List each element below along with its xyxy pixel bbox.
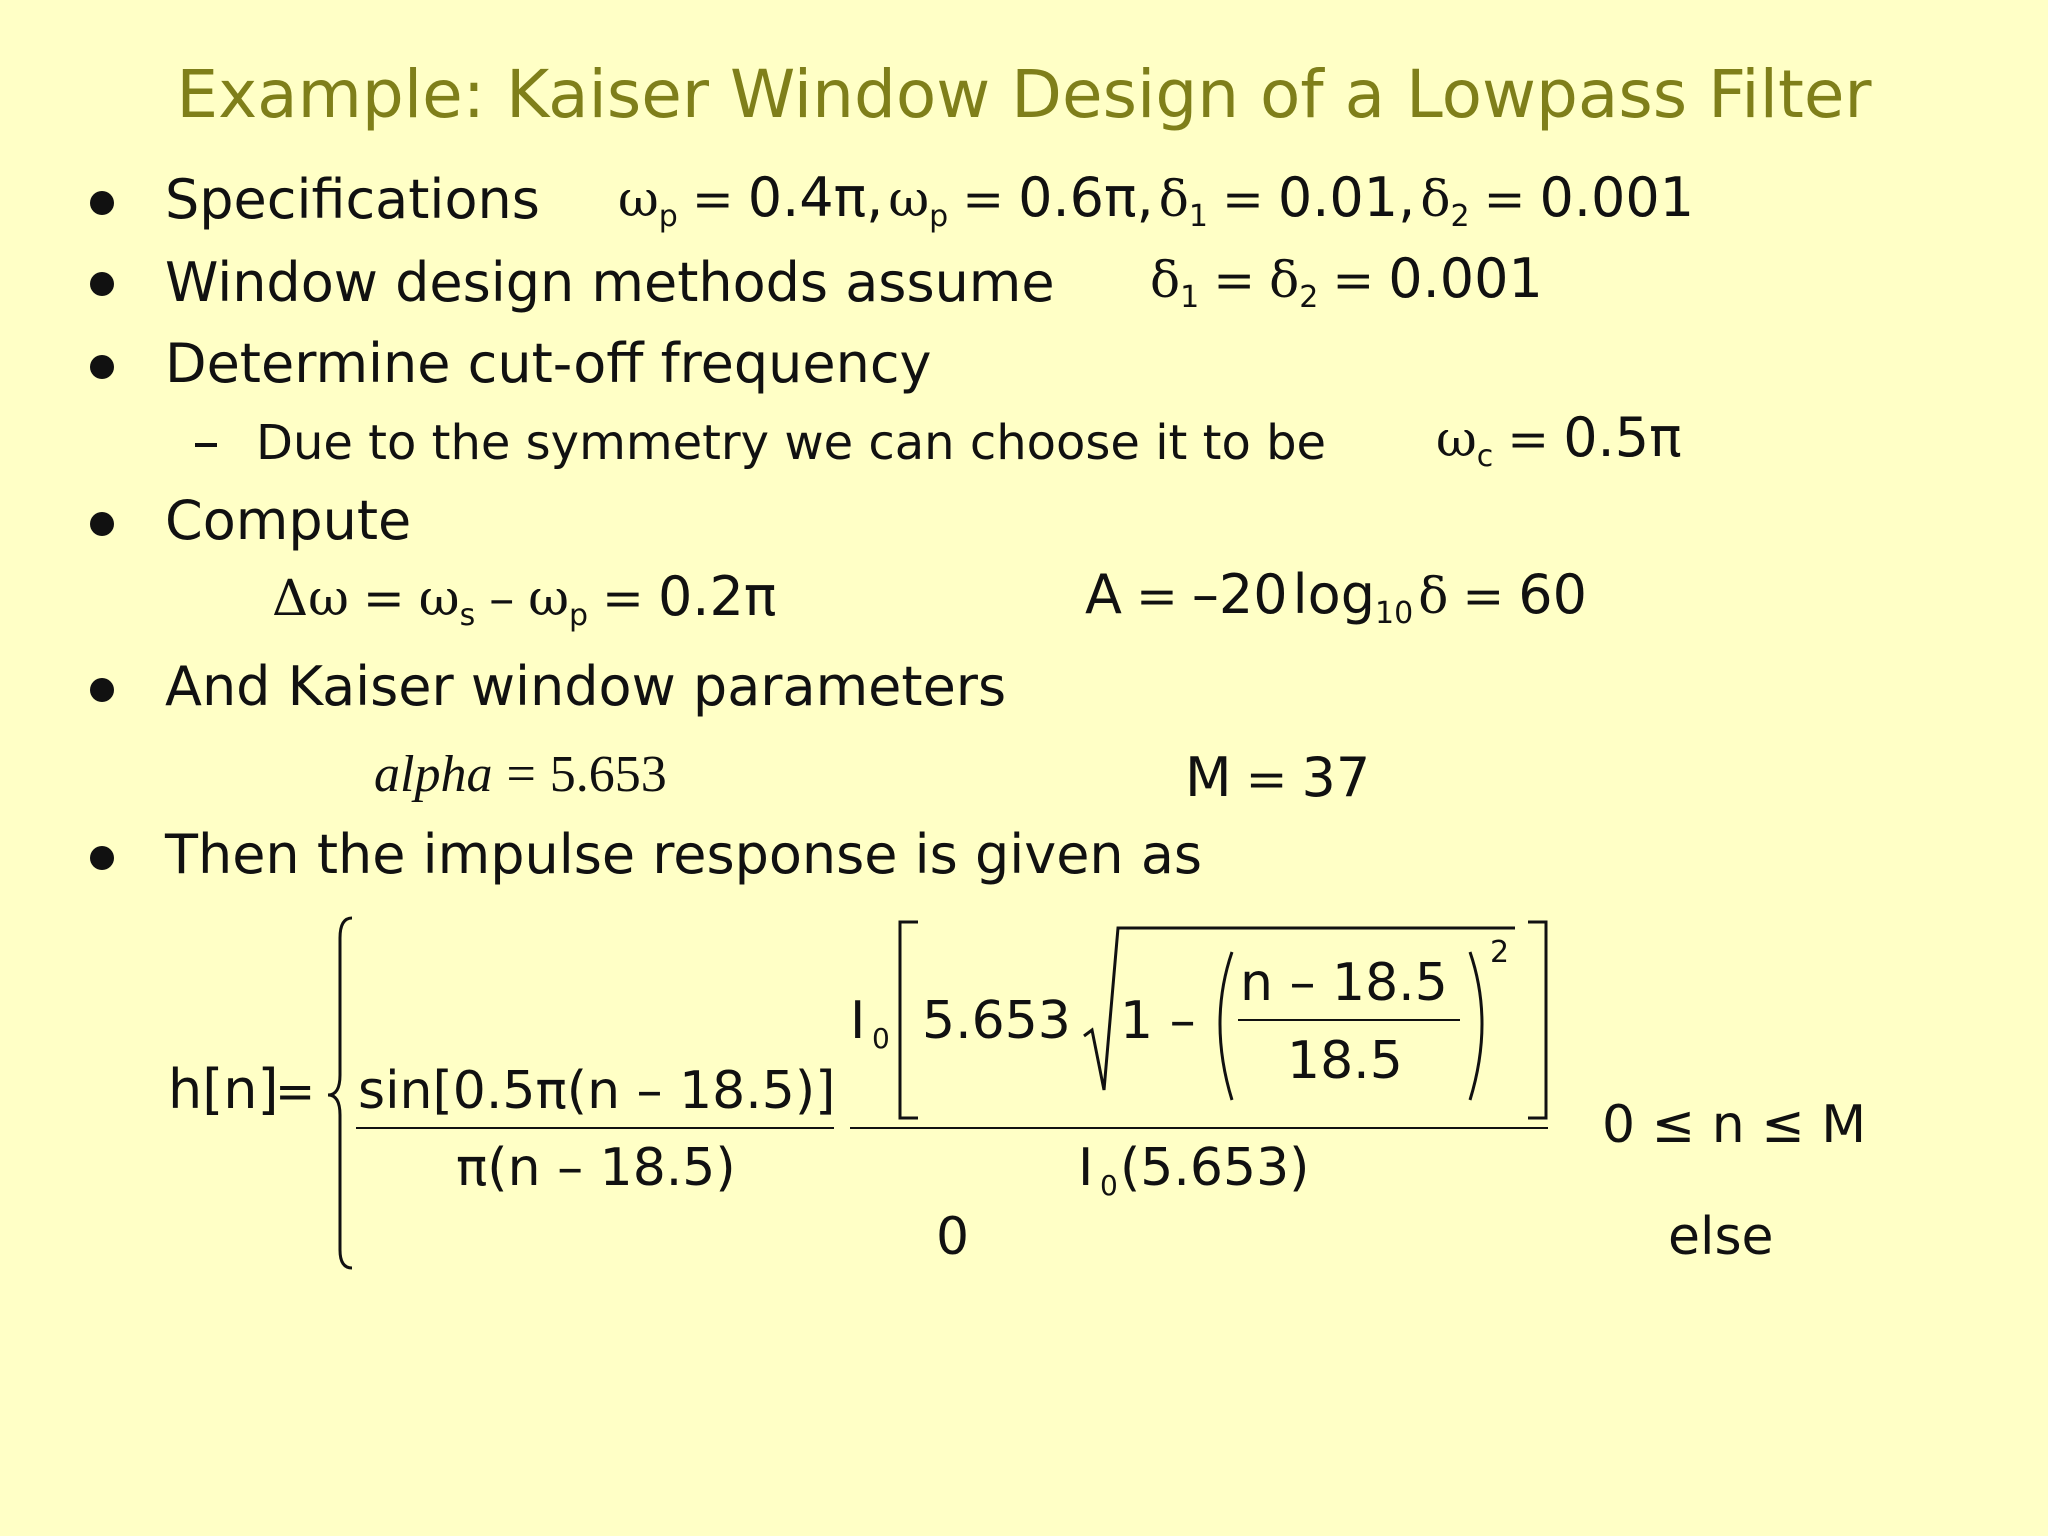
bullet-text: Window design methods assume	[165, 251, 1055, 314]
sub-bullet-text: Due to the symmetry we can choose it to be	[256, 415, 1327, 471]
beta-value: 5.653	[922, 991, 1071, 1051]
spec-d1: 0.01,	[1277, 166, 1416, 229]
inner-denominator: 18.5	[1287, 1031, 1403, 1091]
delta-omega-equation: $\Delta\omega = \omega_s - \omega_p = 0.2\pi$	[272, 565, 777, 633]
spec-d2: 0.001	[1539, 166, 1695, 229]
delta-omega-value: 0.2π	[657, 565, 777, 628]
assume-value: 0.001	[1388, 247, 1543, 310]
sinc-numerator: sin[0.5π(n – 18.5)]	[358, 1061, 836, 1121]
else-value: 0	[936, 1207, 970, 1267]
svg-text:1 –: 1 –	[1120, 991, 1196, 1051]
cutoff-value: 0.5π	[1563, 406, 1682, 469]
bullet-text: Compute	[165, 489, 412, 552]
inner-numerator: n – 18.5	[1240, 953, 1448, 1013]
piecewise-brace	[328, 918, 352, 1268]
cutoff-equation: $\omega_c = 0.5\pi$	[1436, 406, 1682, 474]
attenuation-equation: A = –20 $\log_{10} \delta = 60$	[1085, 563, 1588, 631]
svg-text:=: =	[275, 1064, 316, 1120]
slide-title: Example: Kaiser Window Design of a Lowpass Filter	[176, 56, 1872, 133]
spec-equations: $\omega_p = 0.4\pi$, $\omega_p = 0.6\pi$, $\delta_1 = 0.01$, $\delta_2 = 0.001$	[618, 166, 1695, 234]
spec-ws: 0.6π,	[1018, 166, 1154, 229]
bessel-i0: I	[850, 991, 866, 1051]
svg-text:I: I	[1078, 1138, 1094, 1198]
bullet-text: And Kaiser window parameters	[165, 655, 1007, 718]
bullet-text: Then the impulse response is given as	[165, 823, 1203, 886]
svg-text:0: 0	[872, 1022, 890, 1055]
bullet-text: Specifications	[165, 168, 540, 231]
order-value: 37	[1301, 746, 1371, 809]
order-equation: M = 37	[1185, 746, 1371, 809]
alpha-value: 5.653	[549, 746, 667, 803]
bullet-text: Determine cut-off frequency	[165, 332, 932, 395]
attenuation-value: 60	[1518, 563, 1588, 626]
window-denominator: (5.653)	[1120, 1138, 1310, 1198]
formula-lhs: h[n]	[168, 1058, 279, 1121]
exponent: 2	[1490, 935, 1510, 970]
spec-wp: 0.4π,	[747, 166, 884, 229]
svg-text:0: 0	[1100, 1169, 1118, 1202]
condition-range: 0 ≤ n ≤ M	[1602, 1095, 1867, 1155]
sinc-denominator: π(n – 18.5)	[456, 1138, 736, 1198]
condition-else: else	[1668, 1207, 1774, 1267]
alpha-equation: alpha = 5.653	[374, 746, 667, 803]
assume-equation: $\delta_1 = \delta_2 = 0.001$	[1150, 247, 1543, 315]
